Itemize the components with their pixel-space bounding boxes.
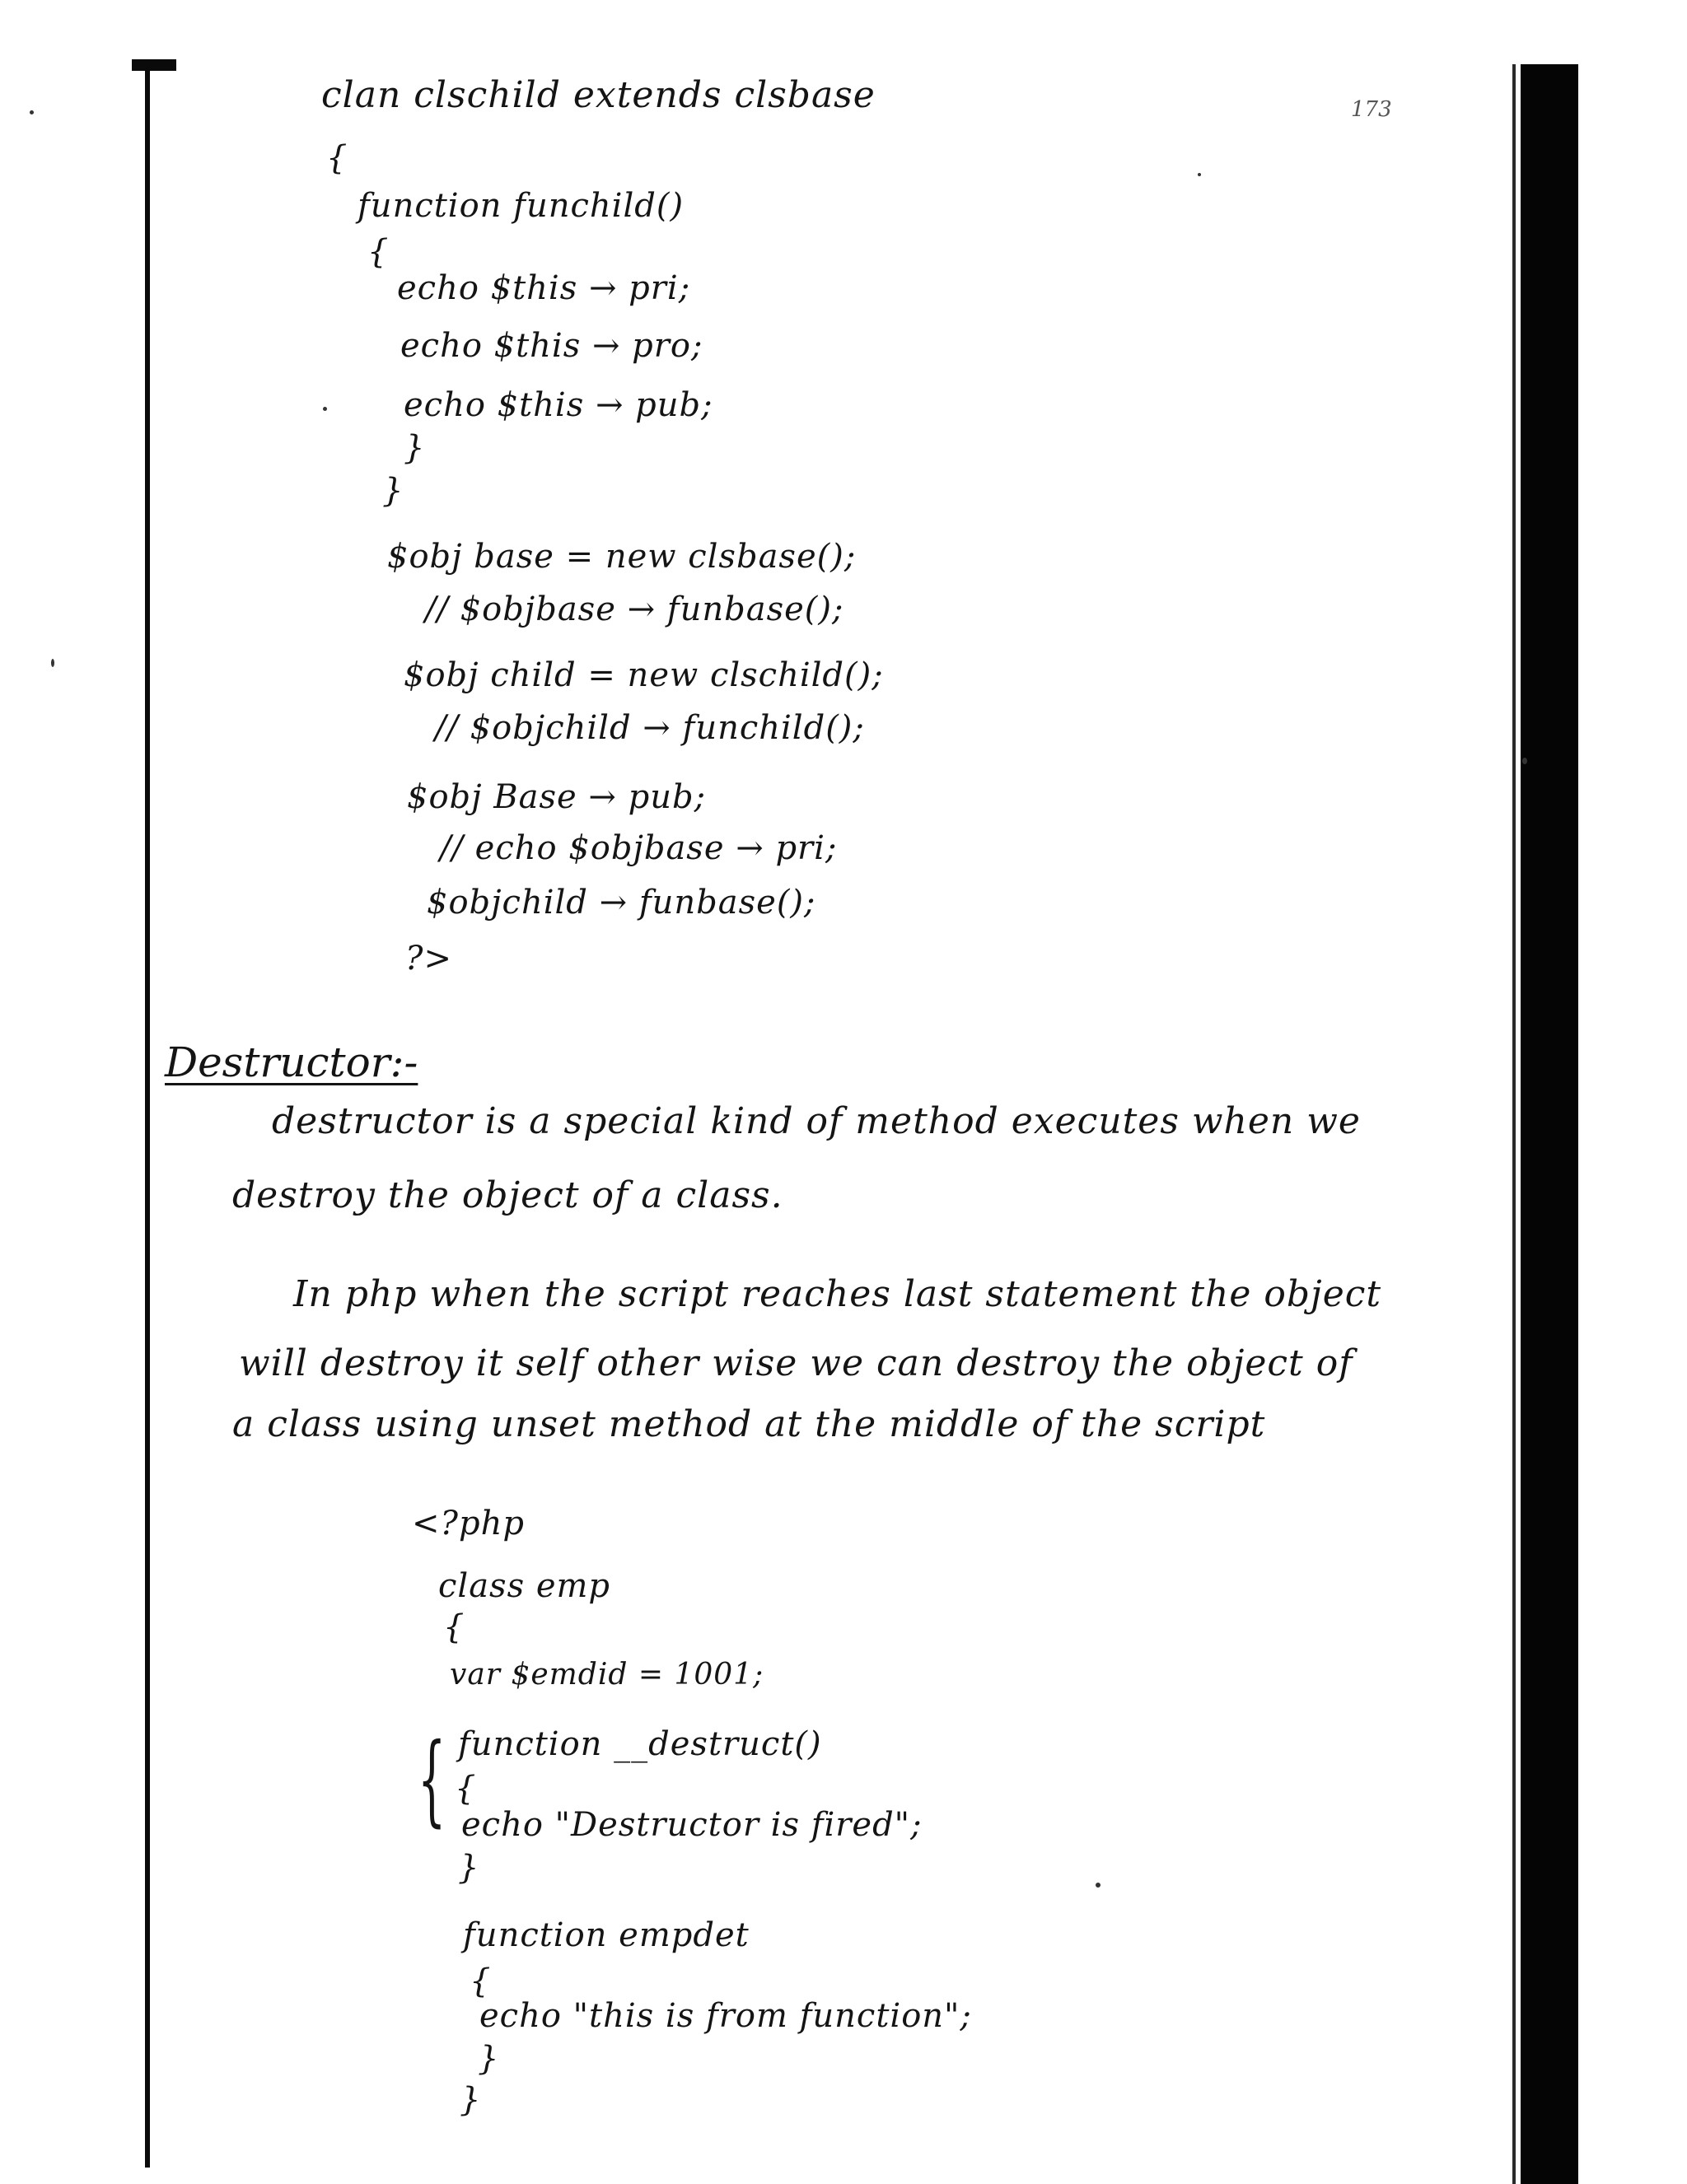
binding-edge-left <box>145 59 150 2168</box>
binding-edge-right <box>1521 64 1578 2184</box>
code-line-echo: echo "Destructor is fired"; <box>461 1806 923 1844</box>
code-line-close-brace: } <box>478 2040 500 2078</box>
code-line-destruct: function __destruct() <box>458 1725 822 1763</box>
page-number-mark: 173 <box>1351 97 1392 122</box>
code-line-close-brace: } <box>404 429 426 467</box>
section-heading: Destructor:- <box>165 1038 418 1086</box>
code-line-open-brace: { <box>367 233 390 271</box>
code-line-comment: // $objbase → funbase(); <box>425 590 844 628</box>
code-line-class-decl: class emp <box>438 1567 611 1605</box>
code-line-close-brace: } <box>382 472 404 510</box>
code-line-new-base: $obj base = new clsbase(); <box>387 538 857 576</box>
scan-speck <box>30 110 34 114</box>
paragraph-line: In php when the script reaches last statement the object <box>293 1273 1382 1315</box>
paragraph-line: destroy the object of a class. <box>232 1174 783 1216</box>
paragraph-line: destructor is a special kind of method executes when we <box>272 1100 1361 1142</box>
code-line-php-open: <?php <box>412 1505 525 1542</box>
code-line-new-child: $obj child = new clschild(); <box>404 656 884 694</box>
code-line-echo: echo "this is from function"; <box>479 1997 972 2035</box>
margin-brace: { <box>417 1723 446 1837</box>
code-line-close-brace: } <box>458 1849 480 1887</box>
binding-edge-cap <box>132 59 176 71</box>
code-line-class-decl: clan clschild extends clsbase <box>321 74 876 116</box>
code-line-pub-access: $obj Base → pub; <box>407 778 707 816</box>
code-line-open-brace: { <box>455 1770 477 1808</box>
code-line-echo: echo $this → pri; <box>397 269 691 307</box>
code-line-echo: echo $this → pro; <box>400 327 703 365</box>
paragraph-line: will destroy it self other wise we can destroy the object of <box>239 1342 1353 1384</box>
page-edge-line <box>1512 64 1516 2184</box>
code-line-comment: // echo $objbase → pri; <box>440 829 838 867</box>
scan-speck <box>51 659 54 667</box>
code-line-function: function empdet <box>463 1916 750 1954</box>
code-line-open-brace: { <box>443 1608 465 1646</box>
scan-speck <box>323 407 327 411</box>
code-line-echo: echo $this → pub; <box>404 386 713 424</box>
paragraph-line: a class using unset method at the middle of the script <box>232 1403 1266 1445</box>
code-line-open-brace: { <box>326 139 348 177</box>
scan-speck <box>1522 758 1527 764</box>
scan-speck <box>1198 173 1201 176</box>
scan-speck <box>1096 1883 1101 1888</box>
code-line-php-close: ?> <box>405 940 452 978</box>
code-line-close-brace: } <box>460 2081 482 2119</box>
code-line-funbase-call: $objchild → funbase(); <box>427 884 816 922</box>
code-line-open-brace: { <box>470 1962 492 2000</box>
code-line-comment: // $objchild → funchild(); <box>435 709 865 747</box>
code-line-var: var $emdid = 1001; <box>450 1658 764 1692</box>
code-line-function: function funchild() <box>357 187 685 225</box>
